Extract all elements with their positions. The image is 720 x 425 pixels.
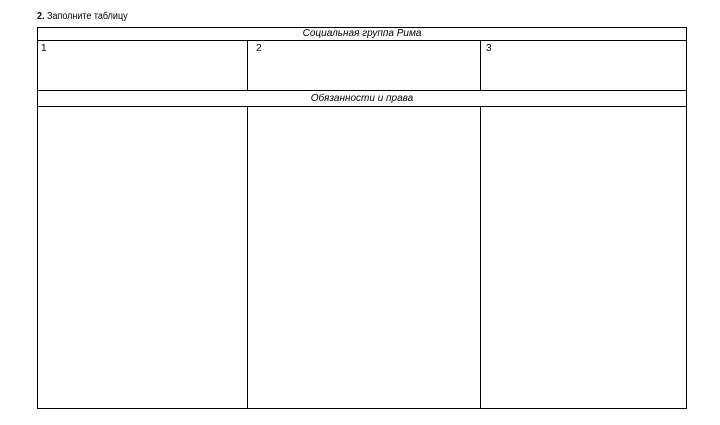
answer-cell-1[interactable] — [38, 107, 247, 409]
task-text: Заполните таблицу — [44, 11, 128, 22]
table-header: Социальная группа Рима — [302, 28, 422, 39]
answer-cell-2[interactable] — [248, 107, 480, 409]
row-divider — [38, 40, 686, 41]
column-number-2: 2 — [256, 43, 262, 54]
task-instruction — [37, 11, 128, 23]
fill-in-table — [37, 27, 687, 409]
answer-cell-3[interactable] — [481, 107, 686, 409]
table-subheader: Обязанности и права — [310, 93, 414, 104]
column-number-1: 1 — [41, 43, 47, 54]
column-divider — [247, 40, 248, 90]
column-divider — [480, 40, 481, 90]
row-divider — [38, 90, 686, 91]
task-number: 2. — [37, 11, 45, 22]
column-number-3: 3 — [486, 43, 492, 54]
